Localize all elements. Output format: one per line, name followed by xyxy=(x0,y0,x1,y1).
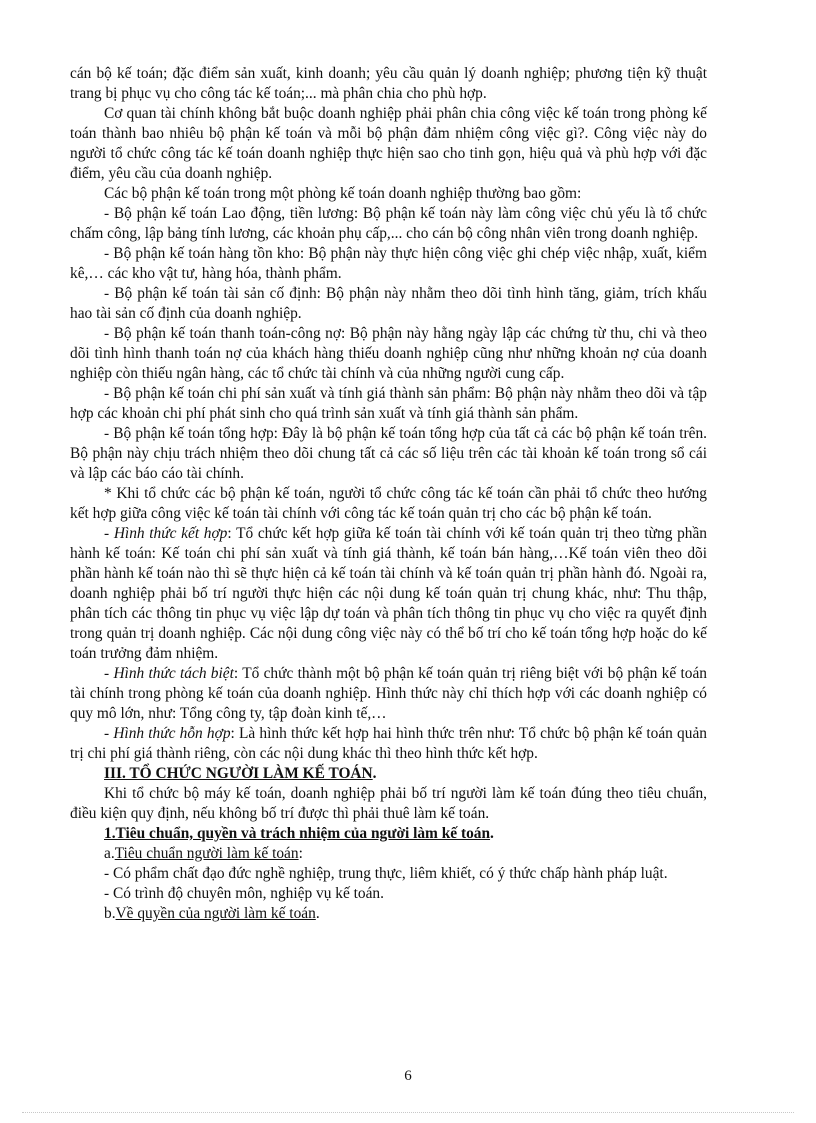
term-label: Hình thức kết hợp xyxy=(113,525,228,542)
subsection-heading-end: . xyxy=(490,825,494,842)
sub-heading xyxy=(70,904,707,924)
sub-heading xyxy=(70,844,707,864)
sub-heading-end: . xyxy=(315,905,320,922)
sub-heading-text: Tiêu chuẩn người làm kế toán xyxy=(114,845,299,862)
sub-heading-end: : xyxy=(298,845,303,862)
term-label: Hình thức hỗn hợp xyxy=(113,725,231,742)
sub-heading-text: Về quyền của người làm kế toán xyxy=(115,905,316,922)
list-item: - Bộ phận kế toán hàng tồn kho: Bộ phận này thực hiện công việc ghi chép việc nhập, xuất, kiểm kê,… các kho vật tư, hàng hóa, thành phẩm. xyxy=(70,245,707,282)
paragraph: Cơ quan tài chính không bắt buộc doanh nghiệp phải phân chia công việc kế toán trong phòng kế toán thành bao nhiêu bộ phận kế toán và mỗi bộ phận đảm nhiệm công việc gì?. Công việc này do người tổ chức công tác kế toán doanh nghiệp thực hiện sao cho tinh gọn, hiệu quả và phù hợp với đặc điểm, yêu cầu của doanh nghiệp. xyxy=(70,105,707,182)
term-text: : Tổ chức thành một bộ phận kế toán quản trị riêng biệt với bộ phận kế toán tài chính trong phòng kế toán của doanh nghiệp. Hình thức này chỉ thích hợp với các doanh nghiệp có quy mô lớn, như: Tổng công ty, tập đoàn kinh tế,… xyxy=(70,665,707,722)
list-item: - Hình thức tách biệt: Tổ chức thành một bộ phận kế toán quản trị riêng biệt với bộ phận kế toán tài chính trong phòng kế toán của doanh nghiệp. Hình thức này chỉ thích hợp với các doanh nghiệp có quy mô lớn, như: Tổng công ty, tập đoàn kinh tế,… xyxy=(70,665,707,722)
page-bottom-divider xyxy=(22,1112,794,1113)
list-item: - Bộ phận kế toán chi phí sản xuất và tính giá thành sản phẩm: Bộ phận này nhằm theo dõi và tập hợp các khoản chi phí phát sinh cho quá trình sản xuất và tính giá thành sản phẩm. xyxy=(70,385,707,422)
paragraph: Các bộ phận kế toán trong một phòng kế toán doanh nghiệp thường bao gồm: xyxy=(104,185,582,202)
list-item: - Hình thức hỗn hợp: Là hình thức kết hợp hai hình thức trên như: Tổ chức bộ phận kế toán quản trị chi phí giá thành riêng, còn các nội dung khác thì theo hình thức kết hợp. xyxy=(70,725,707,762)
list-item: - Bộ phận kế toán thanh toán-công nợ: Bộ phận này hằng ngày lập các chứng từ thu, chi và theo dõi tình hình thanh toán nợ của khách hàng thiếu doanh nghiệp cũng như những khoản nợ của doanh nghiệp còn thiếu ngân hàng, các tổ chức tài chính và của những người cung cấp. xyxy=(70,325,707,382)
section-heading-text: III. TỔ CHỨC NGƯỜI LÀM KẾ TOÁN xyxy=(104,765,373,782)
paragraph: Khi tổ chức bộ máy kế toán, doanh nghiệp phải bố trí người làm kế toán đúng theo tiêu chuẩn, điều kiện quy định, nếu không bố trí được thì phải thuê làm kế toán. xyxy=(70,785,707,822)
document-page xyxy=(70,64,707,924)
subsection-heading-text: 1.Tiêu chuẩn, quyền và trách nhiệm của người làm kế toán xyxy=(104,825,491,842)
section-heading-end: . xyxy=(372,765,377,782)
sub-heading-prefix: b. xyxy=(104,905,116,922)
list-item: - Có phẩm chất đạo đức nghề nghiệp, trung thực, liêm khiết, có ý thức chấp hành pháp luật. xyxy=(104,865,668,882)
list-item: - Hình thức kết hợp: Tổ chức kết hợp giữa kế toán tài chính với kế toán quản trị theo từng phần hành kế toán: Kế toán chi phí sản xuất và tính giá thành, kế toán bán hàng,…Kế toán viên theo dõi phần hành kế toán nào thì sẽ thực hiện cả kế toán tài chính và kế toán quản trị phần hành đó. Ngoài ra, doanh nghiệp phải bố trí người thực hiện các nội dung kế toán quản trị chung khác, như: Thu thập, phân tích các thông tin phục vụ việc lập dự toán và phân tích thông tin phục vụ cho việc ra quyết định trong quản trị doanh nghiệp. Các nội dung công việc này có thể bố trí cho kế toán tổng hợp hoặc do kế toán trưởng đảm nhiệm. xyxy=(70,525,707,662)
term-text: : Tổ chức kết hợp giữa kế toán tài chính với kế toán quản trị theo từng phần hành kế toán: Kế toán chi phí sản xuất và tính giá thành, kế toán bán hàng,…Kế toán viên theo dõi phần hành kế toán nào thì sẽ thực hiện cả kế toán tài chính và kế toán quản trị phần hành đó. Ngoài ra, doanh nghiệp phải bố trí người thực hiện các nội dung kế toán quản trị chung khác, như: Thu thập, phân tích các thông tin phục vụ việc lập dự toán và phân tích thông tin phục vụ cho việc ra quyết định trong quản trị doanh nghiệp. Các nội dung công việc này có thể bố trí cho kế toán tổng hợp hoặc do kế toán trưởng đảm nhiệm. xyxy=(70,525,707,662)
term-label: Hình thức tách biệt xyxy=(113,665,234,682)
note-paragraph: * Khi tổ chức các bộ phận kế toán, người tổ chức công tác kế toán cần phải tổ chức theo hướng kết hợp giữa công việc kế toán tài chính với công tác kế toán quản trị cho các bộ phận kế toán. xyxy=(70,485,707,522)
list-item: - Bộ phận kế toán Lao động, tiền lương: Bộ phận kế toán này làm công việc chủ yếu là tổ chức chấm công, lập bảng tính lương, các khoản phụ cấp,... cho cán bộ công nhân viên trong doanh nghiệp. xyxy=(70,205,707,242)
list-item: - Bộ phận kế toán tài sản cố định: Bộ phận này nhằm theo dõi tình hình tăng, giảm, trích khấu hao tài sản cố định của doanh nghiệp. xyxy=(70,285,707,322)
term-text: : Là hình thức kết hợp hai hình thức trên như: Tổ chức bộ phận kế toán quản trị chi phí giá thành riêng, còn các nội dung khác thì theo hình thức kết hợp. xyxy=(70,725,707,762)
list-item: - Bộ phận kế toán tổng hợp: Đây là bộ phận kế toán tổng hợp của tất cả các bộ phận kế toán trên. Bộ phận này chịu trách nhiệm theo dõi chung tất cả các số liệu trên các tài khoản kế toán trong sổ cái và lập các báo cáo tài chính. xyxy=(70,425,707,482)
list-item: - Có trình độ chuyên môn, nghiệp vụ kế toán. xyxy=(104,885,384,902)
subsection-heading xyxy=(70,824,707,844)
sub-heading-prefix: a. xyxy=(104,845,115,862)
page-number: 6 xyxy=(404,1068,412,1084)
section-heading xyxy=(70,764,707,784)
paragraph: cán bộ kế toán; đặc điểm sản xuất, kinh doanh; yêu cầu quản lý doanh nghiệp; phương tiện kỹ thuật trang bị phục vụ cho công tác kế toán;... mà phân chia cho phù hợp. xyxy=(70,65,707,102)
